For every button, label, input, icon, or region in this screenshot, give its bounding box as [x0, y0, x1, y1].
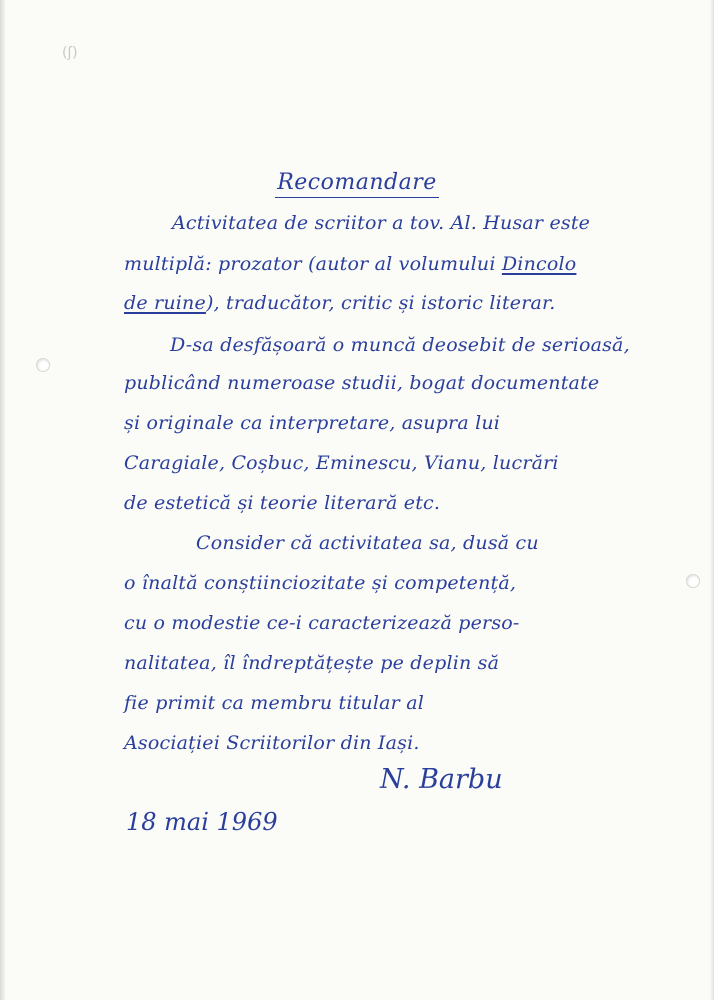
- letter-title: [0, 170, 714, 195]
- text-line-11: cu o modestie ce-i caracterizează perso-: [124, 612, 520, 634]
- book-title-part-2: de ruine: [124, 292, 206, 314]
- text-line-14: Asociației Scriitorilor din Iași.: [124, 732, 420, 754]
- punch-hole-right: [686, 574, 700, 588]
- text-line-3-b: ), traducător, critic și istoric literar.: [205, 292, 556, 314]
- text-line-2-a: multiplă: prozator (autor al volumului: [124, 253, 496, 275]
- text-line-2: [124, 253, 576, 275]
- book-title-part-1: Dincolo: [501, 253, 577, 275]
- corner-mark: (ʃ): [62, 45, 78, 61]
- paper-edge-right: [710, 0, 714, 1000]
- punch-hole-top: [36, 358, 50, 372]
- text-line-12: nalitatea, îl îndreptățește pe deplin să: [124, 652, 500, 674]
- signature: N. Barbu: [380, 764, 503, 795]
- text-line-13: fie primit ca membru titular al: [124, 692, 425, 714]
- letter-date: 18 mai 1969: [126, 808, 278, 836]
- text-line-1: Activitatea de scriitor a tov. Al. Husar este: [172, 212, 591, 234]
- text-line-5: publicând numeroase studii, bogat documentate: [124, 372, 600, 394]
- text-line-3: [124, 292, 555, 314]
- text-line-4: D-sa desfășoară o muncă deosebit de serioasă,: [170, 334, 630, 356]
- text-line-10: o înaltă conștiinciozitate și competență,: [124, 572, 517, 594]
- text-line-7: Caragiale, Coșbuc, Eminescu, Vianu, lucrări: [124, 452, 559, 474]
- text-line-8: de estetică și teorie literară etc.: [124, 492, 441, 514]
- paper-edge-shadow: [0, 0, 6, 1000]
- text-line-6: și originale ca interpretare, asupra lui: [124, 412, 501, 434]
- text-line-9: Consider că activitatea sa, dusă cu: [196, 532, 539, 554]
- letter-title-text: Recomandare: [275, 170, 439, 198]
